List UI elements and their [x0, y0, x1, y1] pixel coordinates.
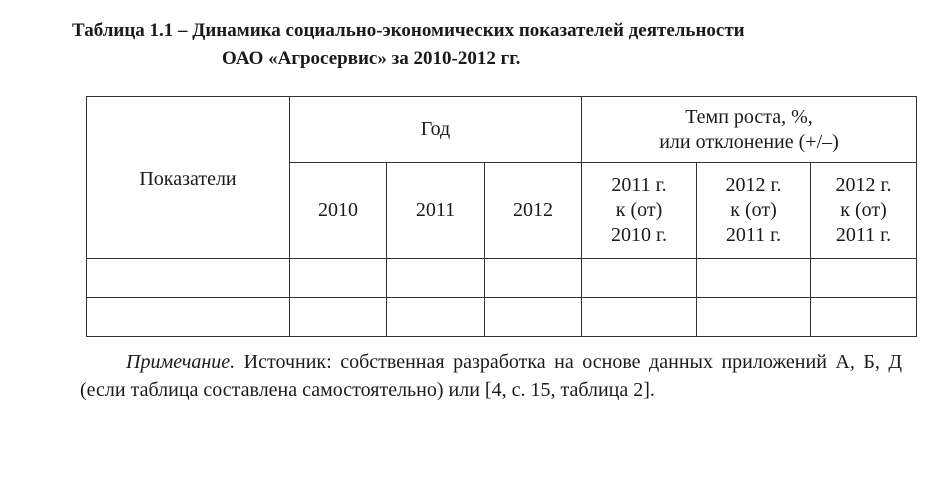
comparison-header-1 — [582, 163, 697, 259]
header-indicators: Показатели — [87, 97, 290, 259]
comparison-1-line1: 2011 г. — [611, 174, 667, 196]
comparison-2-line3: 2011 г. — [725, 224, 782, 246]
header-year: Год — [290, 97, 582, 163]
table-cell — [290, 298, 387, 337]
comparison-2-line1: 2012 г. — [725, 174, 782, 196]
comparison-3-line2: к (от) — [840, 199, 887, 221]
comparison-header-2 — [697, 163, 811, 259]
table-cell — [290, 259, 387, 298]
table-caption-line2: ОАО «Агросервис» за 2010-2012 гг. — [222, 48, 521, 69]
table-caption-line1: Таблица 1.1 – Динамика социально-экономических показателей деятельности — [72, 20, 745, 41]
year-2010-header: 2010 — [290, 163, 387, 259]
table-cell — [811, 298, 917, 337]
table-cell — [811, 259, 917, 298]
header-growth-line2: или отклонение (+/–) — [659, 130, 839, 153]
comparison-3-line3: 2011 г. — [835, 224, 892, 246]
comparison-header-3 — [811, 163, 917, 259]
table-cell — [697, 259, 811, 298]
table-row — [87, 298, 917, 337]
header-growth-line1: Темп роста, %, — [685, 105, 813, 128]
year-2011-header: 2011 — [387, 163, 485, 259]
year-2012-header: 2012 — [485, 163, 582, 259]
table-cell — [387, 259, 485, 298]
comparison-3-line1: 2012 г. — [835, 174, 892, 196]
note-text: Источник: собственная разработка на основе данных приложений А, Б, Д (если таблица составлена самостоятельно) или [4, с. 15, таблица 2]. — [80, 351, 902, 401]
table-cell — [87, 259, 290, 298]
table-cell — [582, 259, 697, 298]
note-label: Примечание. — [126, 351, 236, 373]
comparison-2-line2: к (от) — [730, 199, 777, 221]
table-cell — [87, 298, 290, 337]
table-cell — [485, 298, 582, 337]
table-cell — [387, 298, 485, 337]
comparison-1-line3: 2010 г. — [611, 224, 667, 246]
comparison-1-line2: к (от) — [615, 199, 663, 221]
table-cell — [697, 298, 811, 337]
header-growth-rate — [582, 97, 917, 163]
table-cell — [485, 259, 582, 298]
table-note — [80, 348, 902, 404]
table-row — [87, 259, 917, 298]
table-cell — [582, 298, 697, 337]
indicators-table — [86, 96, 917, 337]
